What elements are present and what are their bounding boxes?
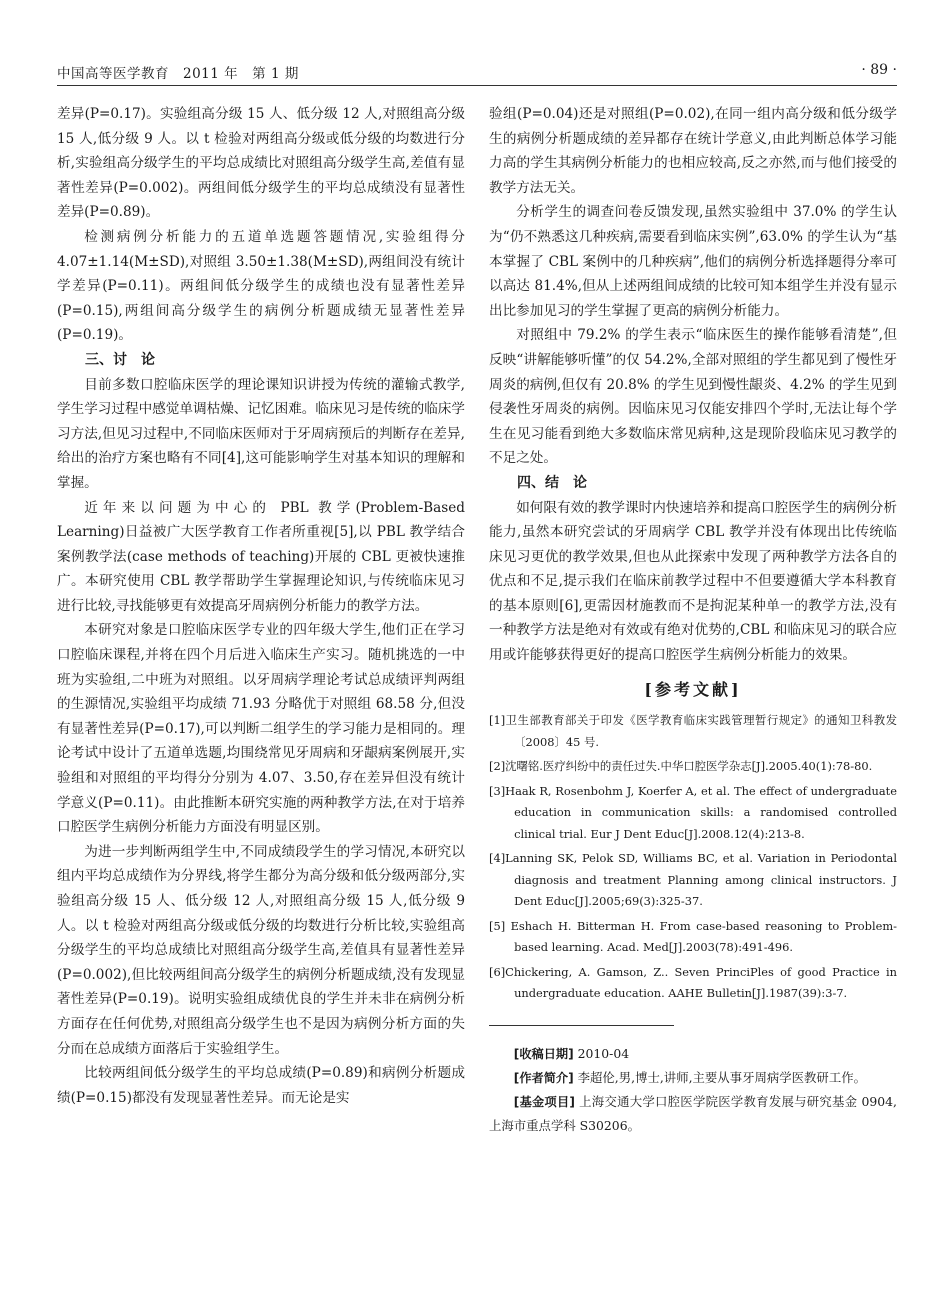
- paragraph: 为进一步判断两组学生中,不同成绩段学生的学习情况,本研究以组内平均总成绩作为分界线,将学生都分为高分级和低分级两部分,实验组高分级 15 人、低分级 12 人,对照组高分级 15 人,低分级 9 人。以 t 检验对两组高分级或低分级的均数进行分析比较,实验组高分级学生的平均总成绩比对照组高分级学生高,差值具有显著性差异(P=0.002),但比较两组间高分级学生的病例分析题成绩,没有发现显著性差异(P=0.19)。说明实验组成绩优良的学生并未非在病例分析方面存在任何优势,对照组高分级学生也不是因为病例分析方面的失分而在总成绩方面落后于实验组学生。: [57, 843, 465, 1057]
- paragraph: 差异(P=0.17)。实验组高分级 15 人、低分级 12 人,对照组高分级 15 人,低分级 9 人。以 t 检验对两组高分级或低分级的均数进行分析,实验组高分级学生的平均总成绩比对照组高分级学生高,差值有显著性差异(P=0.002)。两组间低分级学生的平均总成绩没有显著性差异(P=0.89)。: [57, 106, 465, 221]
- reference-item: [3]Haak R, Rosenbohm J, Koerfer A, et al. The effect of undergraduate education in communication skills: a randomised controlled clinical trial. Eur J Dent Educ[J].2008.12(4):213-8.: [489, 783, 897, 841]
- paragraph: 对照组中 79.2% 的学生表示“临床医生的操作能够看清楚”,但反映“讲解能够听懂”的仅 54.2%,全部对照组的学生都见到了慢性牙周炎的病例,但仅有 20.8% 的学生见到慢性龈炎、4.2% 的学生见到侵袭性牙周炎的病例。因临床见习仅能安排四个学时,无法让每个学生在见习能看到绝大多数临床常见病种,这是现阶段临床见习教学的不足之处。: [489, 327, 897, 467]
- paragraph: 比较两组间低分级学生的平均总成绩(P=0.89)和病例分析题成绩(P=0.15)都没有发现显著性差异。而无论是实: [57, 1065, 465, 1106]
- reference-item: [2]沈曙铭.医疗纠纷中的责任过失.中华口腔医学杂志[J].2005.40(1):78-80.: [489, 759, 873, 774]
- section-heading-conclusion: 四、结 论: [517, 474, 587, 491]
- fund-info: [489, 1090, 897, 1137]
- paragraph: 分析学生的调查问卷反馈发现,虽然实验组中 37.0% 的学生认为“仍不熟悉这几种疾病,需要看到临床实例”,63.0% 的学生认为“基本掌握了 CBL 案例中的几种疾病”,他们的病例分析选择题得分率可以高达 81.4%,但从上述两组间成绩的比较可知本组学生并没有显示出比参加见习的学生掌握了更高的病例分析能力。: [489, 204, 897, 319]
- received-date: [489, 1042, 897, 1066]
- paragraph: 目前多数口腔临床医学的理论课知识讲授为传统的灌输式教学,学生学习过程中感觉单调枯燥、记忆困难。临床见习是传统的临床学习方法,但见习过程中,不同临床医师对于牙周病预后的判断存在差异,给出的治疗方案也略有不同[4],这可能影响学生对基本知识的理解和掌握。: [57, 376, 465, 491]
- fund-label: [基金项目]: [513, 1094, 575, 1109]
- paragraph: 检测病例分析能力的五道单选题答题情况,实验组得分 4.07±1.14(M±SD),对照组 3.50±1.38(M±SD),两组间没有统计学差异(P=0.11)。两组间低分级学生的成绩也没有显著性差异(P=0.15),两组间高分级学生的病例分析题成绩无显著性差异(P=0.19)。: [57, 228, 465, 344]
- paragraph: 近年来以问题为中心的 PBL 教学(Problem-Based Learning)日益被广大医学教育工作者所重视[5],以 PBL 教学结合案例教学法(case methods of teaching)开展的 CBL 更被快速推广。本研究使用 CBL 教学帮助学生掌握理论知识,与传统临床见习进行比较,寻找能够更有效提高牙周病例分析能力的教学方法。: [57, 499, 465, 614]
- author-label: [作者简介]: [513, 1070, 574, 1085]
- paragraph: 本研究对象是口腔临床医学专业的四年级大学生,他们正在学习口腔临床课程,并将在四个月后进入临床生产实习。随机挑选的一中班为实验组,二中班为对照组。以牙周病学理论考试总成绩评判两组的生源情况,实验组平均成绩 71.93 分略优于对照组 68.58 分,但没有显著性差异(P=0.17),可以判断二组学生的学习能力是相同的。理论考试中设计了五道单选题,均围绕常见牙周病和牙龈病案例展开,实验组和对照组的平均得分分别为 4.07、3.50,存在差异但没有统计学意义(P=0.11)。由此推断本研究实施的两种教学方法,在对于培养口腔医学生病例分析能力方面没有明显区别。: [57, 622, 465, 836]
- fund-value: 上海交通大学口腔医学院医学教育发展与研究基金 0904,上海市重点学科 S30206。: [489, 1093, 897, 1133]
- paragraph: 如何限有效的教学课时内快速培养和提高口腔医学生的病例分析能力,虽然本研究尝试的牙周病学 CBL 教学并没有体现出比传统临床见习更优的教学效果,但也从此探索中发现了两种教学方法各自的优点和不足,提示我们在临床前教学过程中不但要遵循大学本科教育的基本原则[6],更需因材施教而不是拘泥某种单一的教学方法,没有一种教学方法是绝对有效或有绝对优势的,CBL 和临床见习的联合应用或许能够获得更好的提高口腔医学生病例分析能力的效果。: [489, 499, 897, 664]
- author-info: [489, 1066, 897, 1090]
- received-label: [收稿日期]: [513, 1046, 574, 1061]
- journal-title: 中国高等医学教育 2011 年 第 1 期: [57, 66, 299, 82]
- received-value: 2010-04: [577, 1045, 630, 1061]
- left-column: [57, 102, 465, 1110]
- page-header: [57, 62, 897, 82]
- paragraph: 验组(P=0.04)还是对照组(P=0.02),在同一组内高分级和低分级学生的病例分析题成绩的差异都存在统计学意义,由此判断总体学习能力高的学生其病例分析能力的也相应较高,反之亦然,而与他们接受的教学方法无关。: [489, 106, 897, 196]
- header-rule: [57, 85, 897, 86]
- footnote-divider: [489, 1025, 674, 1026]
- reference-item: [6]Chickering, A. Gamson, Z.. Seven PrinciPles of good Practice in undergraduate education. AAHE Bulletin[J].1987(39):3-7.: [489, 964, 897, 1001]
- reference-item: [4]Lanning SK, Pelok SD, Williams BC, et al. Variation in Periodontal diagnosis and treatment Planning among clinical instructors. J Dent Educ[J].2005;69(3):325-37.: [489, 851, 897, 909]
- reference-item: [5] Eshach H. Bitterman H. From case-based reasoning to Problem-based learning. Acad. Med[J].2003(78):491-496.: [489, 918, 897, 955]
- section-heading-discussion: 三、讨 论: [85, 351, 155, 368]
- references-heading: [参考文献]: [644, 679, 742, 699]
- reference-item: [1]卫生部教育部关于印发《医学教育临床实践管理暂行规定》的通知卫科教发〔2008〕45 号.: [489, 713, 897, 749]
- page-number: · 89 ·: [861, 62, 897, 78]
- right-column: [489, 102, 897, 1137]
- author-value: 李超伦,男,博士,讲师,主要从事牙周病学医教研工作。: [577, 1069, 866, 1085]
